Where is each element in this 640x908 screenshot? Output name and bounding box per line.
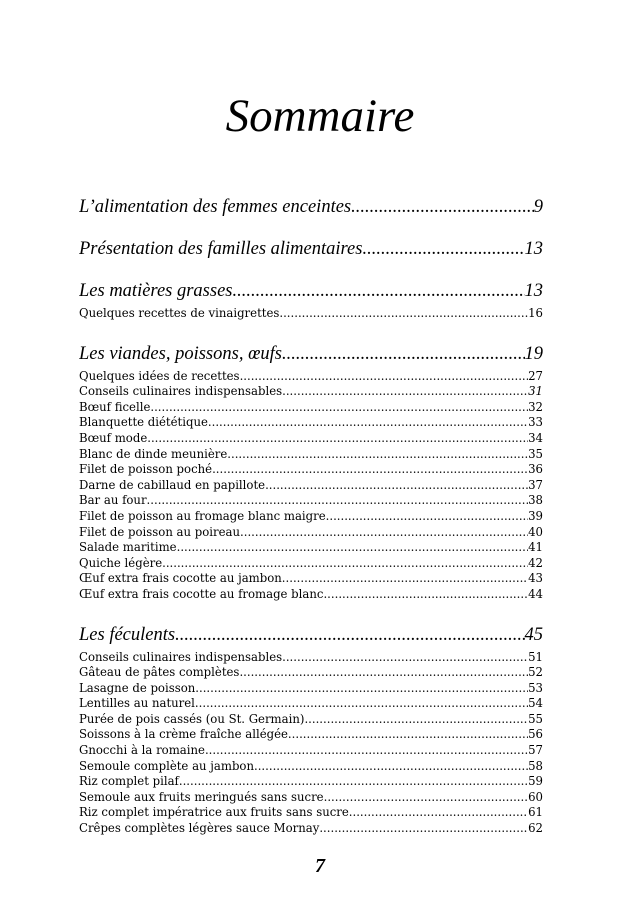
toc-item[interactable] [79, 400, 543, 416]
dot-leader [349, 805, 528, 821]
item-label: Crêpes complètes légères sauce Mornay [79, 821, 320, 836]
section-label: Les matières grasses [79, 281, 233, 301]
toc-section-feculents[interactable] [79, 623, 543, 647]
item-label: Quelques recettes de vinaigrettes [79, 306, 280, 320]
item-page: 42 [528, 555, 543, 570]
item-page: 16 [528, 306, 543, 320]
toc-item[interactable] [79, 696, 543, 712]
dot-leader [195, 696, 528, 712]
table-of-contents [79, 195, 543, 837]
item-page: 39 [528, 508, 543, 523]
item-page: 38 [528, 493, 543, 508]
item-label: Filet de poisson au fromage blanc maigre [79, 508, 326, 523]
toc-item[interactable] [79, 540, 543, 556]
dot-leader [279, 306, 528, 322]
toc-item[interactable] [79, 650, 543, 666]
item-label: Blanquette diététique [79, 415, 208, 430]
section-label: L’alimentation des femmes enceintes [79, 197, 352, 217]
toc-item[interactable] [79, 587, 543, 603]
item-page: 59 [528, 774, 543, 789]
dot-leader [282, 384, 528, 400]
toc-section-viandes[interactable] [79, 342, 543, 366]
dot-leader [324, 790, 529, 806]
dot-leader [162, 556, 528, 572]
dot-leader [265, 478, 528, 494]
dot-leader [208, 415, 528, 431]
toc-section-alimentation[interactable] [79, 195, 543, 219]
item-page: 62 [528, 821, 543, 836]
item-label: Filet de poisson au poireau [79, 524, 241, 539]
item-page: 36 [528, 462, 543, 477]
item-page: 55 [528, 711, 543, 726]
item-label: Bœuf ficelle [79, 399, 151, 414]
item-page: 60 [528, 789, 543, 804]
dot-leader [254, 759, 528, 775]
dot-leader [227, 447, 528, 463]
item-label: Quiche légère [79, 555, 163, 570]
dot-leader [319, 821, 528, 837]
toc-item[interactable] [79, 665, 543, 681]
item-page: 35 [528, 446, 543, 461]
item-page: 53 [528, 680, 543, 695]
dot-leader [177, 540, 529, 556]
dot-leader [323, 587, 528, 603]
item-page: 32 [528, 399, 543, 414]
item-label: Semoule complète au jambon [79, 758, 254, 773]
section-label: Présentation des familles alimentaires [79, 239, 363, 259]
item-label: Salade maritime [79, 540, 177, 555]
item-label: Conseils culinaires indispensables [79, 384, 283, 399]
toc-item[interactable] [79, 727, 543, 743]
item-label: Lentilles au naturel [79, 696, 195, 711]
dot-leader [150, 400, 528, 416]
toc-item[interactable] [79, 743, 543, 759]
toc-item[interactable] [79, 759, 543, 775]
section-page: 13 [524, 281, 543, 301]
dot-leader [282, 650, 528, 666]
section-page: 45 [524, 624, 543, 645]
item-page: 40 [528, 524, 543, 539]
section-label: Les féculents [79, 624, 176, 645]
dot-leader [288, 727, 528, 743]
item-page: 34 [528, 430, 543, 445]
item-page: 44 [528, 586, 543, 601]
toc-item[interactable] [79, 790, 543, 806]
item-label: Lasagne de poisson [79, 680, 196, 695]
toc-item[interactable] [79, 462, 543, 478]
dot-leader [304, 712, 528, 728]
item-page: 56 [528, 727, 543, 742]
dot-leader [212, 462, 528, 478]
dot-leader [195, 681, 528, 697]
item-label: Bœuf mode [79, 430, 148, 445]
toc-item[interactable] [79, 774, 543, 790]
toc-item[interactable] [79, 478, 543, 494]
item-label: Gnocchi à la romaine [79, 743, 205, 758]
toc-item[interactable] [79, 447, 543, 463]
dot-leader [351, 195, 534, 219]
toc-section-matieres-grasses[interactable] [79, 279, 543, 303]
toc-item[interactable] [79, 415, 543, 431]
toc-item[interactable] [79, 556, 543, 572]
dot-leader [240, 369, 529, 385]
item-label: Filet de poisson poché [79, 462, 213, 477]
toc-item[interactable] [79, 509, 543, 525]
section-page: 19 [524, 343, 543, 364]
page-number: 7 [315, 855, 325, 877]
item-label: Bar au four [79, 493, 147, 508]
toc-item[interactable] [79, 431, 543, 447]
toc-item[interactable] [79, 384, 543, 400]
section-label: Les viandes, poissons, œufs [79, 343, 283, 364]
toc-item[interactable] [79, 712, 543, 728]
dot-leader [179, 774, 528, 790]
toc-item[interactable] [79, 821, 543, 837]
dot-leader [282, 342, 524, 366]
page-title: Sommaire [225, 90, 415, 142]
toc-item[interactable] [79, 805, 543, 821]
item-page: 61 [528, 805, 543, 820]
item-page: 27 [528, 368, 543, 383]
item-label: Gâteau de pâtes complètes [79, 665, 240, 680]
dot-leader [147, 431, 528, 447]
item-label: Semoule aux fruits meringués sans sucre [79, 789, 324, 804]
item-page: 58 [528, 758, 543, 773]
dot-leader [239, 665, 528, 681]
toc-item[interactable] [79, 493, 543, 509]
dot-leader [362, 237, 524, 261]
item-page: 54 [528, 696, 543, 711]
item-label: Darne de cabillaud en papillote [79, 477, 266, 492]
item-page: 43 [528, 571, 543, 586]
item-label: Œuf extra frais cocotte au jambon [79, 571, 282, 586]
dot-leader [175, 623, 524, 647]
item-label: Conseils culinaires indispensables [79, 649, 283, 664]
dot-leader [147, 493, 529, 509]
item-page: 31 [528, 384, 543, 399]
dot-leader [232, 279, 524, 303]
item-label: Soissons à la crème fraîche allégée [79, 727, 288, 742]
section-page: 13 [524, 239, 543, 259]
item-page: 57 [528, 743, 543, 758]
dot-leader [240, 525, 528, 541]
item-page: 52 [528, 665, 543, 680]
toc-item[interactable] [79, 525, 543, 541]
toc-item[interactable] [79, 681, 543, 697]
dot-leader [205, 743, 528, 759]
item-label: Blanc de dinde meunière [79, 446, 228, 461]
item-label: Quelques idées de recettes [79, 368, 240, 383]
item-page: 33 [528, 415, 543, 430]
item-page: 41 [528, 540, 543, 555]
item-page: 51 [528, 649, 543, 664]
dot-leader [326, 509, 528, 525]
section-page: 9 [533, 197, 543, 217]
toc-item[interactable] [79, 571, 543, 587]
item-page: 37 [528, 477, 543, 492]
item-label: Œuf extra frais cocotte au fromage blanc [79, 586, 324, 601]
dot-leader [282, 571, 528, 587]
item-label: Purée de pois cassés (ou St. Germain) [79, 711, 305, 726]
toc-section-presentation[interactable] [79, 237, 543, 261]
toc-item[interactable] [79, 369, 543, 385]
item-label: Riz complet impératrice aux fruits sans sucre [79, 805, 349, 820]
toc-item[interactable] [79, 306, 543, 322]
item-label: Riz complet pilaf [79, 774, 179, 789]
